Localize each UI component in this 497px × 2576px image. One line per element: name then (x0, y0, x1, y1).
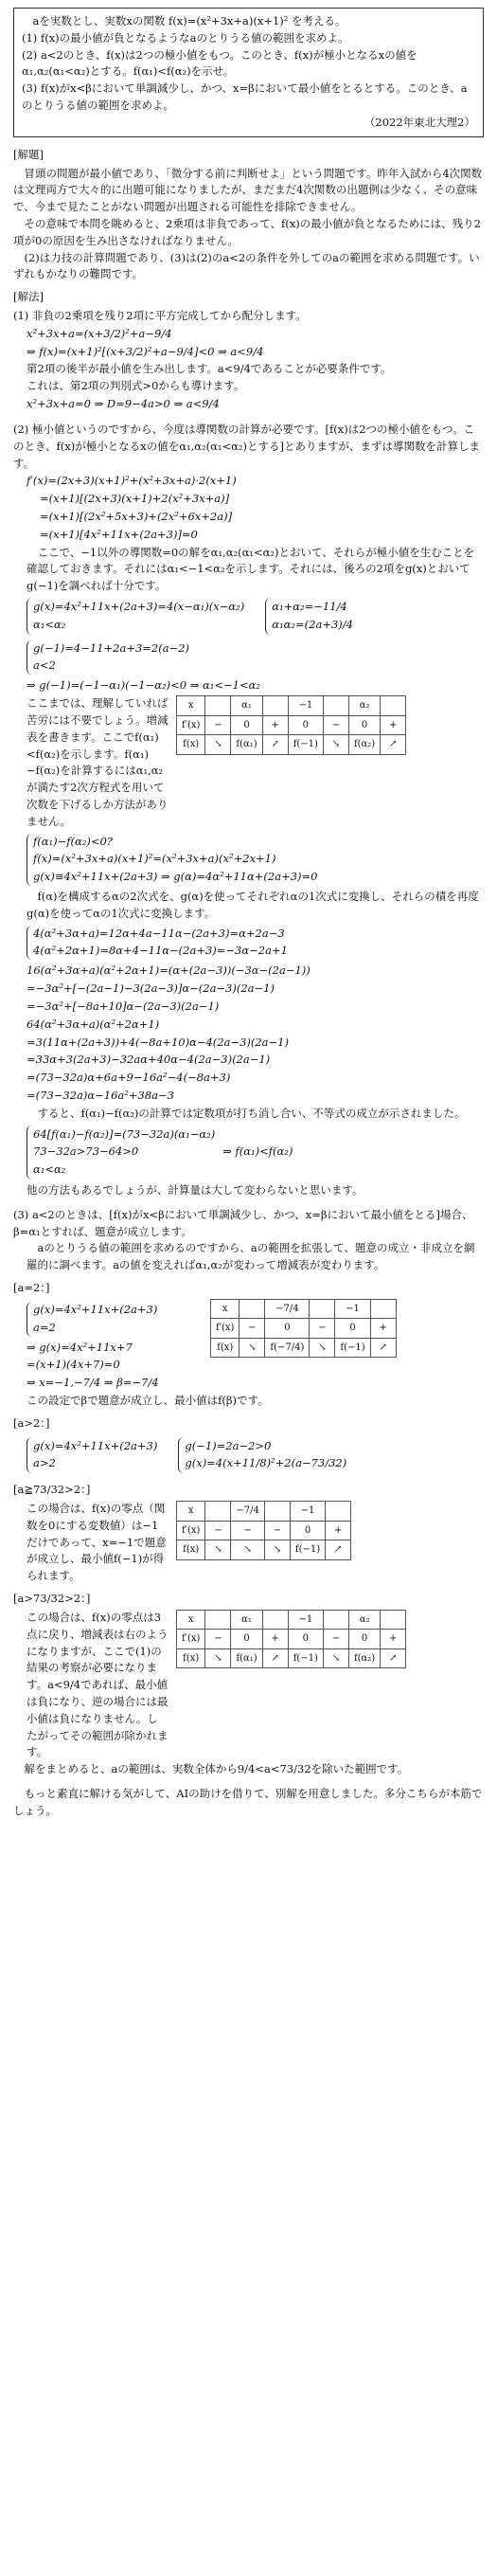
table-cell: f(−1) (290, 1540, 325, 1560)
table-cell: 0 (288, 1630, 323, 1649)
table-cell: ↘ (240, 1338, 265, 1358)
s2-brace-1 (27, 598, 244, 635)
case-a2-m4: =(x+1)(4x+7)=0 (27, 1358, 120, 1372)
table-cell: α₁ (231, 696, 262, 716)
s2-c9: =(73−32a)α+6a+9−16a²−4(−8a+3) (27, 1071, 231, 1085)
case-a2-m5: ⇒ x=−1,−7/4 ⇒ β=−7/4 (27, 1376, 159, 1390)
table-cell: −1 (288, 696, 323, 716)
table-cell: f(−7/4) (265, 1338, 310, 1358)
table-cell: + (381, 715, 406, 735)
case-ag2-heading: [a>2：] (13, 1415, 50, 1430)
table-cell: − (205, 1630, 231, 1649)
s2-b4a: 64[f(α₁)−f(α₂)]=(73−32a)(α₁−α₂) (33, 1126, 216, 1141)
table-cell: − (264, 1521, 290, 1540)
s2-brace-4 (27, 926, 484, 961)
table-row (177, 1521, 351, 1540)
table-cell: f(x) (177, 1648, 205, 1668)
table-cell: f(α₂) (348, 735, 380, 755)
s3-text-1: aのとりうる値の範囲を求めるのですから、aの範囲を拡張して、題意の成立・非成立を網羅的に調べます。aの値を変えればα₁,α₂が変わって増減表が変わります。 (27, 1241, 475, 1272)
case-a2-brace (27, 1302, 203, 1337)
s2-c8: =33α+3(2a+3)−32aα+40α−4(2a−3)(2a−1) (27, 1053, 271, 1067)
case-a2-m2: a=2 (33, 1320, 56, 1334)
table-cell (326, 1502, 351, 1522)
s2-text-1: ここで、−1以外の導関数=0の解をα₁,α₂(α₁<α₂)とおいて、それらが極小値を生むことを確認しておきます。それにはα₁<−1<α₂を示します。それには、後ろの2項をg(x)とおいてg(−1)を調べれば十分です。 (27, 545, 475, 593)
case-a2-m1: g(x)=4x²+11x+(2a+3) (33, 1302, 158, 1316)
table-cell: −1 (335, 1299, 370, 1319)
case-ag3-heading: [a≧73/32>2：] (13, 1483, 91, 1497)
s2-text-2: ここまでは、理解していれば苦労には不要でしょう。増減表を書きます。ここでf(α₁)<f(α₂)を示します。f(α₁)−f(α₂)を計算するにはα₁,α₂が満たす2次方程式を用いて次数を下げるしか方法がありません。 (27, 696, 169, 828)
s2-brace-3 (27, 834, 484, 886)
table-cell (381, 1610, 406, 1630)
case-a2-text: この設定でβで題意が成立し、最小値はf(β)です。 (27, 1393, 269, 1407)
table-row (177, 1540, 351, 1560)
table-cell (205, 1610, 231, 1630)
s2-b4c: α₁<α₂ (33, 1162, 66, 1177)
kaidai-p2: その意味で本問を眺めると、2乗項は非負であって、f(x)の最小値が負となるためには、残り2項が0の原因を生み出さなければなりません。 (13, 216, 481, 247)
s2-c3: 16(α²+3α+a)(α²+2α+1)=(α+(2a−3))(−3α−(2a−1)) (27, 964, 311, 978)
s2-math-2: =(x+1)[(2x+3)(x+1)+2(x²+3x+a)] (40, 492, 230, 506)
problem-source: （2022年東北大理2） (364, 115, 475, 129)
table-cell: α₂ (348, 1610, 380, 1630)
s2-b1b: α₁<α₂ (33, 617, 66, 631)
table-cell: f(−1) (335, 1338, 370, 1358)
table-cell: f′(x) (177, 1521, 205, 1540)
s2-b2c: ⇒ g(−1)=(−1−α₁)(−1−α₂)<0 ⇒ α₁<−1<α₂ (27, 678, 260, 693)
table-cell (310, 1299, 335, 1319)
table-cell: f(α₁) (231, 1648, 262, 1668)
kaidai-p1: 冒頭の問題が最小値であり、「微分する前に判断せよ」という問題です。昨年入試から4次関数は文理両方で大々的に出題可能になりましたが、まだまだ4次関数の出題例は少なく、その意味で、今まで見たことがない問題が出題される可能性を排除できません。 (13, 166, 483, 214)
s2-text-3: f(α)を構成するαの2次式を、g(α)を使ってそれぞれαの1次式に変換し、それらの積を再度g(α)を使ってαの1次式に変換します。 (27, 890, 479, 920)
table-cell: ↗ (262, 1648, 288, 1668)
table-cell: − (205, 715, 231, 735)
table-row (211, 1319, 397, 1339)
case-ag4-text: この場合は、f(x)の零点は3点に戻り、増減表は右のようになりますが、ここで(1)の結果の考察が必要になります。a<9/4であれば、最小値は負になり、逆の場合には最小値は負になりません。したがってその範囲が除かれます。 (27, 1610, 169, 1759)
table-cell: f(−1) (288, 735, 323, 755)
s2-b4r: ⇒ f(α₁)<f(α₂) (222, 1144, 293, 1158)
document-page (0, 8, 497, 2576)
table-cell: f′(x) (211, 1319, 240, 1339)
table-cell (205, 1502, 231, 1522)
table-cell: x (177, 1610, 205, 1630)
case-ag4-heading: [a>73/32>2：] (13, 1592, 91, 1606)
s2-brace-1r (265, 598, 353, 635)
table-cell: ↘ (205, 1540, 231, 1560)
table-row (177, 696, 406, 716)
table-cell: 0 (348, 715, 380, 735)
table-cell: − (323, 715, 348, 735)
table-cell (370, 1299, 396, 1319)
s2-b3c: g(x)≡4x²+11x+(2a+3) ⇒ g(α)=4α²+11α+(2a+3)=0 (33, 870, 318, 884)
s2-c7: =3(11α+(2a+3))+4(−8a+10)α−4(2a−3)(2a−1) (27, 1035, 289, 1049)
table-cell: + (326, 1521, 351, 1540)
table-cell (262, 1610, 288, 1630)
table-cell (264, 1502, 290, 1522)
table-cell (262, 696, 288, 716)
table-cell: − (240, 1319, 265, 1339)
problem-q1: (1) f(x)の最小値が負となるようなaのとりうる値の範囲を求めよ。 (22, 30, 349, 45)
case-ag2-m2: a>2 (33, 1456, 56, 1470)
s2-c6: 64(α²+3α+a)(α²+2α+1) (27, 1017, 160, 1031)
s2-b4b: 73−32a>73−64>0 (33, 1144, 139, 1159)
s1-math-1: x²+3x+a=(x+3/2)²+a−9/4 (27, 326, 172, 340)
s2-b3b: f(x)=(x²+3x+a)(x+1)²=(x²+3x+a)(x²+2x+1) (33, 852, 276, 866)
s2-text-4: すると、f(α₁)−f(α₂)の計算では定数項が打ち消し合い、不等式の成立が示されました。 (37, 1106, 466, 1120)
s2-c1: 4(α²+3α+a)=12α+4a−11α−(2a+3)=α+2a−3 (33, 926, 285, 940)
table-cell: − (323, 1630, 348, 1649)
s2-c10: =(73−32a)α−16a²+38a−3 (27, 1088, 174, 1102)
table-cell: 0 (348, 1630, 380, 1649)
kaidai-heading: [解題] (13, 147, 44, 161)
table-cell: −1 (288, 1610, 323, 1630)
table-cell: + (262, 715, 288, 735)
table-cell: ↗ (262, 735, 288, 755)
table-cell: α₂ (348, 696, 380, 716)
s2-b1a: g(x)=4x²+11x+(2a+3)=4(x−α₁)(x−α₂) (33, 600, 245, 613)
s2-text-5: 他の方法もあるでしょうが、計算量は大して変わらないと思います。 (27, 1183, 364, 1197)
kaidai-p3: (2)は力技の計算問題であり、(3)は(2)のa<2の条件を外してのaの範囲を求める問題です。いずれもかなりの難問です。 (13, 250, 480, 281)
case-ag3-text: この場合は、f(x)の零点（関数を0にする変数値）は−1だけであって、x=−1で題意が成立し、最小値f(−1)が得られます。 (27, 1502, 167, 1583)
table-cell: f(α₁) (231, 735, 262, 755)
table-cell: + (381, 1630, 406, 1649)
table-cell: −1 (290, 1502, 325, 1522)
table-row (177, 715, 406, 735)
problem-box (13, 8, 484, 137)
table-cell: ↘ (231, 1540, 264, 1560)
case-a2-heading: [a=2：] (13, 1281, 50, 1295)
table-cell: 0 (231, 715, 262, 735)
s2-c4: =−3α²+[−(2a−1)−3(2a−3)]α−(2a−3)(2a−1) (27, 982, 275, 996)
s2-b2a: g(−1)=4−11+2a+3=2(a−2) (33, 640, 190, 655)
footer-note: もっと素直に解ける気がして、AIの助けを借りて、別解を用意しました。多分こちらが本筋でしょう。 (13, 1787, 483, 1817)
increase-decrease-table-a2 (210, 1299, 397, 1359)
table-cell: − (205, 1521, 231, 1540)
table-cell: ↘ (264, 1540, 290, 1560)
conclusion: 解をまとめると、aの範囲は、実数全体から9/4<a<73/32を除いた範囲です。 (24, 1762, 409, 1776)
problem-intro: aを実数とし、実数xの関数 f(x)=(x²+3x+a)(x+1)² を考える。 (32, 14, 346, 27)
problem-q2: (2) a<2のとき、f(x)は2つの極小値をもつ。このとき、f(x)が極小となるxの値をα₁,α₂(α₁<α₂)とする。f(α₁)<f(α₂)を示せ。 (22, 47, 417, 79)
table-cell: f(x) (177, 1540, 205, 1560)
problem-q3: (3) f(x)がx<βにおいて単調減少し、かつ、x=βにおいて最小値をとるとする。このとき、aのとりうる値の範囲を求めよ。 (22, 81, 468, 113)
table-cell: ↘ (205, 735, 231, 755)
table-cell: − (310, 1319, 335, 1339)
table-cell: 0 (288, 715, 323, 735)
table-cell: x (177, 696, 205, 716)
table-row (177, 1502, 351, 1522)
s1-math-2: ⇒ f(x)=(x+1)²[(x+3/2)²+a−9/4]<0 ⇒ a<9/4 (27, 344, 264, 358)
table-cell: f(α₂) (348, 1648, 380, 1668)
increase-decrease-table-ag3 (176, 1501, 351, 1560)
table-cell: − (231, 1521, 264, 1540)
table-cell: 0 (231, 1630, 262, 1649)
table-cell: ↘ (323, 735, 348, 755)
table-cell: 0 (290, 1521, 325, 1540)
table-cell (323, 696, 348, 716)
table-cell: f(−1) (288, 1648, 323, 1668)
table-cell (381, 696, 406, 716)
table-cell: −7/4 (265, 1299, 310, 1319)
table-cell: f(x) (211, 1338, 240, 1358)
s2-b1r2: α₁α₂=(2a+3)/4 (272, 617, 353, 631)
table-cell: 0 (265, 1319, 310, 1339)
table-cell: f′(x) (177, 715, 205, 735)
table-cell: x (177, 1502, 205, 1522)
table-cell: 0 (335, 1319, 370, 1339)
s1-text-1: 第2項の後半が最小値を生み出します。a<9/4であることが必要条件です。 (27, 362, 392, 376)
s2-brace-5 (27, 1126, 215, 1180)
table-cell: ↗ (381, 1648, 406, 1668)
s2-math-3: =(x+1)[(2x²+5x+3)+(2x²+6x+2a)] (40, 509, 233, 523)
table-cell: ↗ (326, 1540, 351, 1560)
case-ag2-brace (27, 1437, 157, 1474)
case-ag2-r2: g(x)=4(x+11/8)²+2(a−73/32) (185, 1456, 347, 1470)
table-row (177, 1648, 406, 1668)
table-cell: ↗ (381, 735, 406, 755)
table-cell: −7/4 (231, 1502, 264, 1522)
table-cell: ↘ (310, 1338, 335, 1358)
case-ag2-m1: g(x)=4x²+11x+(2a+3) (33, 1438, 158, 1452)
increase-decrease-table-ag4 (176, 1610, 406, 1669)
s2-brace-2 (27, 640, 484, 676)
table-row (177, 1630, 406, 1649)
table-cell (240, 1299, 265, 1319)
table-row (177, 1610, 406, 1630)
table-row (211, 1338, 397, 1358)
s2-head: (2) 極小値というのですから、今度は導関数の計算が必要です。[f(x)は2つの極小値をもつ。このとき、f(x)が極小となるxの値をα₁,α₂(α₁<α₂)とする]とありますが、まずは導関数を計算します。 (13, 422, 480, 470)
table-cell: f(x) (177, 735, 205, 755)
case-ag2-brace-r (178, 1437, 346, 1474)
table-row (211, 1299, 397, 1319)
table-cell: α₁ (231, 1610, 262, 1630)
s2-b2b: a<2 (33, 658, 56, 673)
s1-head: (1) 非負の2乗項を残り2項に平方完成してから配分します。 (13, 309, 307, 322)
table-cell: ↘ (205, 1648, 231, 1668)
s2-math-1: f′(x)=(2x+3)(x+1)²+(x²+3x+a)·2(x+1) (27, 474, 237, 488)
table-cell: ↘ (323, 1648, 348, 1668)
s2-c5: =−3α²+[−8a+10]α−(2a−3)(2a−1) (27, 999, 220, 1013)
kaiho-heading: [解法] (13, 290, 44, 304)
s1-text-2: これは、第2項の判別式>0からも導けます。 (27, 379, 245, 393)
s2-c2: 4(α²+2α+1)=8α+4−11α−(2a+3)=−3α−2a+1 (33, 944, 288, 958)
table-cell: x (211, 1299, 240, 1319)
table-cell: f′(x) (177, 1630, 205, 1649)
case-a2-m3: ⇒ g(x)=4x²+11x+7 (27, 1340, 133, 1354)
table-cell: ↗ (370, 1338, 396, 1358)
s2-b1r1: α₁+α₂=−11/4 (272, 600, 347, 613)
table-cell: + (262, 1630, 288, 1649)
s3-head: (3) a<2のときは、[f(x)がx<βにおいて単調減少し、かつ、x=βにおいて最小値をとる]場合、β=α₁とすれば、題意が成立します。 (13, 1207, 473, 1238)
case-ag2-r1: g(−1)=2a−2>0 (185, 1438, 272, 1452)
table-cell (323, 1610, 348, 1630)
table-row (177, 735, 406, 755)
s1-math-3: x²+3x+a=0 ⇒ D=9−4a>0 ⇒ a<9/4 (27, 397, 220, 411)
s2-b3a: f(α₁)−f(α₂)<0? (33, 834, 113, 848)
table-cell: + (370, 1319, 396, 1339)
s2-math-4: =(x+1)[4x²+11x+(2a+3)]=0 (40, 527, 198, 541)
increase-decrease-table-2 (176, 695, 406, 755)
table-cell (205, 696, 231, 716)
